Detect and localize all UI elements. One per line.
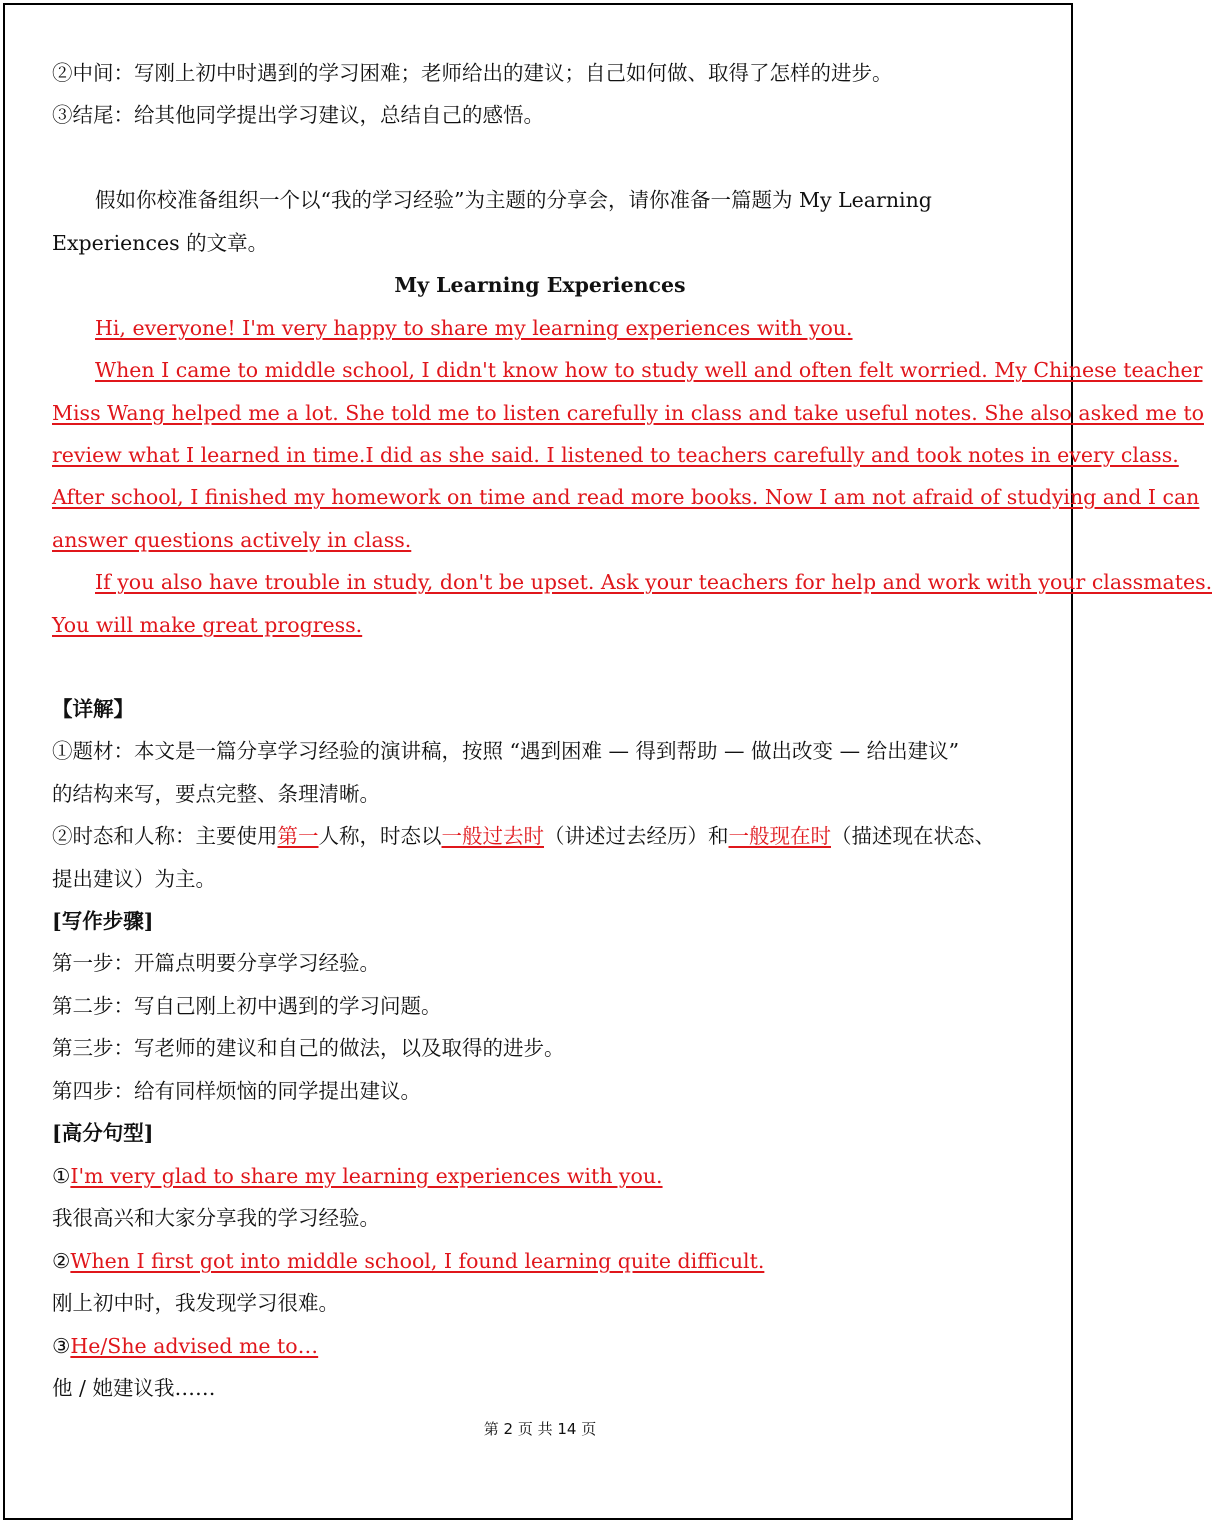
essay-line: answer questions actively in class. [52, 528, 412, 552]
essay-line: Hi, everyone! I'm very happy to share my learning experiences with you. [95, 316, 853, 340]
intro-end-line: ③结尾：给其他同学提出学习建议，总结自己的感悟。 [52, 103, 544, 127]
tense-suffix: （描述现在状态、 [831, 824, 995, 848]
tense-past-answer: 一般过去时 [441, 824, 544, 848]
tense-line-1 [52, 821, 1032, 851]
page-footer: 第 2 页 共 14 页 [483, 1420, 597, 1438]
steps-heading: [写作步骤] [52, 909, 154, 933]
prompt-line-1: 假如你校准备组织一个以“我的学习经验”为主题的分享会，请你准备一篇题为 My Learning [95, 188, 932, 212]
essay-line: When I came to middle school, I didn't know how to study well and often felt worried. My Chinese teacher [95, 358, 1203, 382]
sentence-2-number: ② [52, 1249, 71, 1273]
step-item: 第二步：写自己刚上初中遇到的学习问题。 [52, 994, 442, 1018]
sentence-3-zh: 他 / 她建议我…… [52, 1376, 216, 1400]
sentence-1-zh: 我很高兴和大家分享我的学习经验。 [52, 1206, 380, 1230]
essay-line: review what I learned in time.I did as she said. I listened to teachers carefully and took notes in every class. [52, 443, 1179, 467]
intro-middle-line: ②中间：写刚上初中时遇到的学习困难；老师给出的建议；自己如何做、取得了怎样的进步。 [52, 61, 893, 85]
sentence-3-text: He/She advised me to… [70, 1334, 319, 1358]
tense-line-2: 提出建议）为主。 [52, 867, 216, 891]
topic-line-2: 的结构来写，要点完整、条理清晰。 [52, 782, 380, 806]
sentence-1-text: I'm very glad to share my learning experiences with you. [70, 1164, 663, 1188]
essay-line: Miss Wang helped me a lot. She told me to listen carefully in class and take useful notes. She also asked me to [52, 401, 1204, 425]
analysis-heading: 【详解】 [52, 697, 134, 721]
sentence-2-en [52, 1246, 1032, 1276]
essay-line: If you also have trouble in study, don't be upset. Ask your teachers for help and work with your classmates. [95, 570, 1212, 594]
essay-title: My Learning Experiences [394, 273, 686, 297]
sentence-1-number: ① [52, 1164, 71, 1188]
sentence-3-en [52, 1331, 1032, 1361]
tense-mid-1: 人称，时态以 [318, 824, 442, 848]
topic-line-1: ①题材：本文是一篇分享学习经验的演讲稿，按照 “遇到困难 — 得到帮助 — 做出改变 — 给出建议” [52, 739, 960, 763]
sentence-3-number: ③ [52, 1334, 71, 1358]
essay-line: You will make great progress. [52, 613, 363, 637]
sentence-2-zh: 刚上初中时，我发现学习很难。 [52, 1291, 339, 1315]
step-item: 第三步：写老师的建议和自己的做法，以及取得的进步。 [52, 1036, 565, 1060]
prompt-line-2: Experiences 的文章。 [52, 231, 269, 255]
sentence-2-text: When I first got into middle school, I found learning quite difficult. [70, 1249, 765, 1273]
step-item: 第四步：给有同样烦恼的同学提出建议。 [52, 1079, 421, 1103]
tense-person-answer: 第一 [277, 824, 319, 848]
essay-line: After school, I finished my homework on time and read more books. Now I am not afraid of studying and I can [52, 485, 1200, 509]
tense-prefix: ②时态和人称：主要使用 [52, 824, 278, 848]
tense-present-answer: 一般现在时 [728, 824, 831, 848]
sentences-heading: [高分句型] [52, 1121, 154, 1145]
sentence-1-en [52, 1161, 1032, 1191]
step-item: 第一步：开篇点明要分享学习经验。 [52, 951, 380, 975]
tense-mid-2: （讲述过去经历）和 [544, 824, 729, 848]
